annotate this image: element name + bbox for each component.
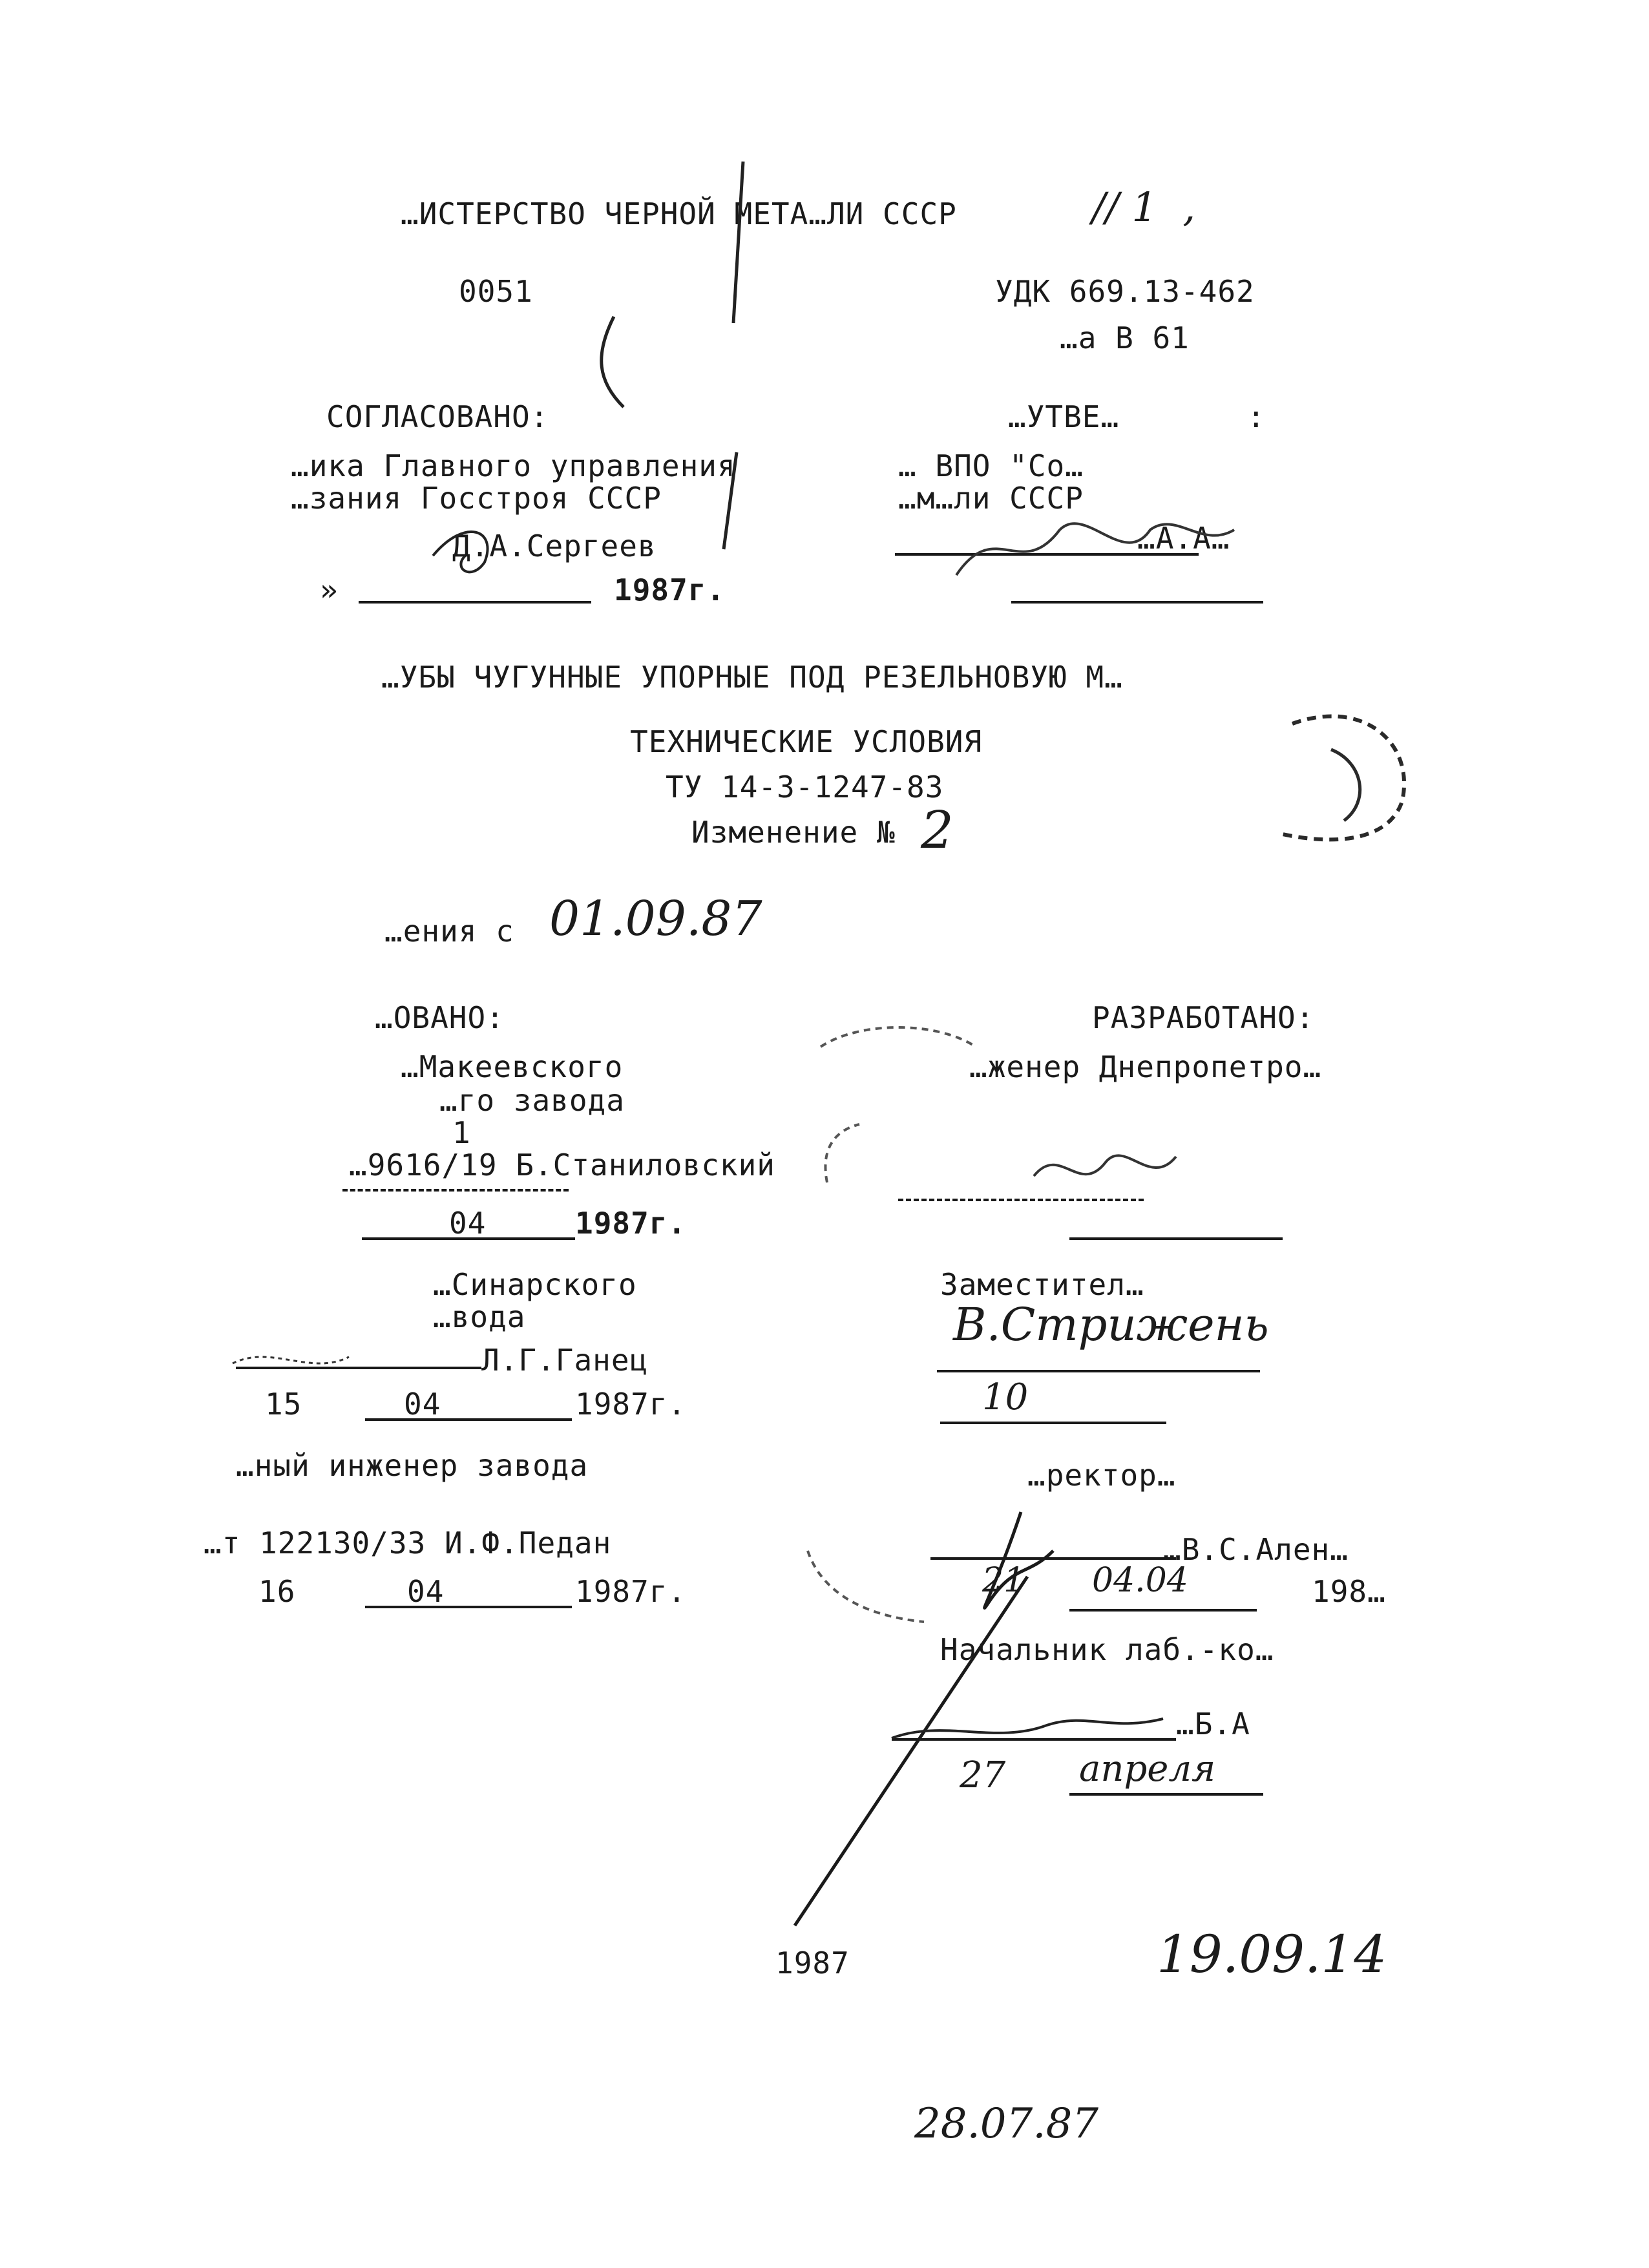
lower-left-date3-month: 04 [407,1574,445,1609]
lower-left-heading: …ОВАНО: [375,1000,505,1035]
lower-right-deputy-sign: В.Стрижень [953,1298,1269,1351]
lower-left-sign-rule [342,1189,569,1192]
right-approval-date-line [1011,601,1263,604]
lower-left-org2-line1: …Синарского [433,1267,637,1302]
effective-label: …ения с [384,914,514,949]
lower-left-date2-year: 1987г. [575,1387,687,1422]
signature-mark-lower-right-dev [995,1137,1318,1228]
change-number: 2 [921,800,954,860]
left-approval-year: 1987г. [614,572,726,607]
document-title: …УБЫ ЧУГУННЫЕ УПОРНЫЕ ПОД РЕЗЕЛЬНОВУЮ М… [381,660,1123,695]
lower-right-director-year: 198… [1312,1574,1386,1609]
lower-right-date-day: 10 [982,1376,1029,1418]
right-approval-colon: : [1247,399,1266,434]
lower-left-chief-engineer: …ный инженер завода [236,1448,589,1483]
lower-right-org-line: …женер Днепропетро… [969,1049,1322,1084]
lower-right-deputy-sign-rule [937,1370,1260,1372]
lower-left-date2-rule [365,1418,572,1421]
lower-left-date2-month: 04 [404,1387,441,1422]
change-label: Изменение № [691,815,896,850]
lower-right-date-rule [1069,1237,1283,1240]
stamp-lower-right [808,1021,1002,1150]
left-approval-signer: Д.А.Сергеев [452,529,656,563]
lower-left-date3-day: 16 [258,1574,296,1609]
lower-right-heading: РАЗРАБОТАНО: [1092,1000,1315,1035]
lower-right-director: …ректор… [1027,1458,1176,1493]
signature-mark-upper-left [569,162,762,355]
lower-right-director-name: …В.С.Ален… [1163,1532,1349,1567]
lower-left-org-line1: …Макеевского [401,1049,624,1084]
classification-group: …а В 61 [1060,320,1190,355]
lower-left-date2-day: 15 [265,1387,302,1422]
ministry-title: …ИСТЕРСТВО ЧЕРНОЙ МЕТА…ЛИ СССР [401,196,957,231]
signature-mark-approval-left [426,504,685,633]
footer-year: 1987 [775,1946,850,1980]
left-approval-line1: …ика Главного управления [291,448,736,483]
document-code: ТУ 14-3-1247-83 [666,770,944,804]
lower-left-date3-year: 1987г. [575,1574,687,1609]
lower-right-head-date-day: 27 [960,1754,1006,1796]
lower-left-org-line2: …го завода [439,1083,625,1118]
effective-date: 01.09.87 [549,891,762,947]
lower-left-date-year: 1987г. [575,1206,687,1241]
footer-handwritten-date1: 19.09.14 [1157,1924,1387,1984]
lower-right-head-date-month: апреля [1079,1748,1216,1790]
ministry-handwritten-marks: // 1 , [1092,184,1196,231]
right-approval-line2: …м…ли СССР [898,481,1084,516]
right-approval-signer: …А.А… [1137,521,1230,556]
udk-code: УДК 669.13-462 [995,274,1255,309]
lower-left-date3-rule [365,1606,572,1608]
left-approval-heading: СОГЛАСОВАНО: [326,399,549,434]
lower-right-deputy-date-rule [940,1422,1166,1424]
lower-left-sign-line: …9616/19 Б.Станиловский [349,1148,775,1182]
lower-right-deputy: Заместител… [940,1267,1144,1302]
signature-mark-lower-left [233,1338,465,1415]
lower-left-sign3-line: …т 122130/33 И.Ф.Педан [204,1526,612,1560]
left-approval-line2: …зания Госстроя СССР [291,481,662,516]
lower-left-index: 1 [452,1115,471,1150]
footer-handwritten-date2: 28.07.87 [914,2100,1098,2148]
lower-right-director-date-month: 04.04 [1092,1561,1188,1600]
head-signature-stroke [892,1693,1202,1783]
right-approval-line1: … ВПО "Со… [898,448,1084,483]
lower-left-org2-line2: …вода [433,1299,526,1334]
signature-mark-approval-right [956,504,1266,594]
lower-right-head-dept: Начальник лаб.-ко… [940,1632,1274,1667]
lower-left-sign2-name: Л.Г.Ганец [481,1343,649,1378]
group-code: 0051 [459,274,533,309]
right-approval-heading: …УТВЕ… [1008,399,1120,434]
lower-left-date-rule [362,1237,575,1240]
circular-stamp [1266,704,1415,853]
lower-right-director-date-day: 21 [982,1561,1025,1600]
document-subtitle: ТЕХНИЧЕСКИЕ УСЛОВИЯ [630,724,983,759]
lower-right-head-name: …Б.А [1176,1706,1250,1741]
lower-left-date-month: 04 [449,1206,487,1241]
left-approval-date-prefix: » [320,572,339,607]
